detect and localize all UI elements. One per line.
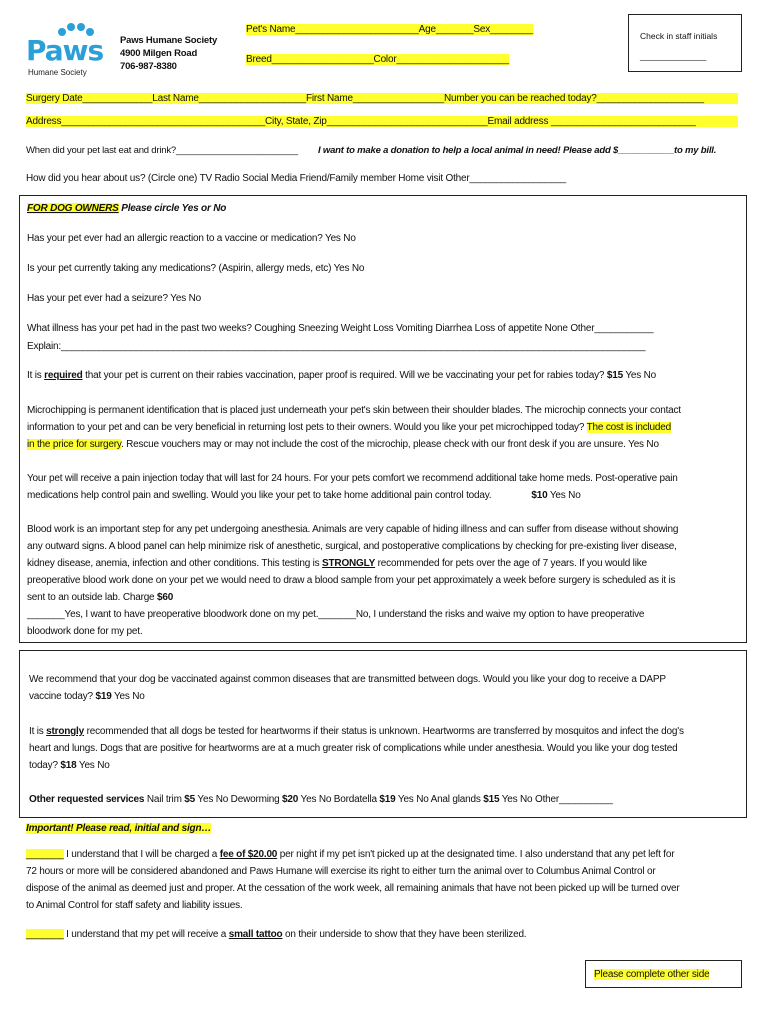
- tattoo-agreement[interactable]: [26, 929, 526, 940]
- bordatella-label: Yes No Bordatella: [298, 794, 380, 805]
- other-side-box: [585, 960, 742, 988]
- other-services-label: Other requested services: [29, 794, 145, 805]
- blood-line-5: [27, 589, 743, 606]
- other-side-note: Please complete other side: [594, 969, 710, 980]
- staff-initials-field[interactable]: ______________: [640, 51, 707, 61]
- bordatella-price: $19: [379, 794, 396, 805]
- tattoo-initials-field[interactable]: _______: [26, 929, 64, 940]
- microchip-line-2: [27, 419, 743, 436]
- blood-price: $60: [157, 592, 174, 603]
- staff-initials-box: [628, 14, 742, 72]
- microchip-voucher-note: . Rescue vouchers may or may not include the cost of the microchip, please check with our front desk if you are unsure. Yes No: [120, 439, 659, 450]
- hw-price: $18: [60, 760, 77, 771]
- fee-amount: fee of $20.00: [219, 849, 278, 860]
- logo-word: Paws: [26, 34, 104, 67]
- fee-text-a: I understand that I will be charged a: [63, 849, 220, 860]
- pain-price: $10: [531, 490, 548, 501]
- illness-explain-field[interactable]: Explain:_____________________________________________________________________________________________________________: [27, 341, 646, 352]
- blood-charge-label: sent to an outside lab. Charge: [27, 592, 158, 603]
- tattoo-text-c: on their underside to show that they have been sterilized.: [282, 929, 527, 940]
- hw-yes-no: Yes No: [76, 760, 110, 771]
- pain-line-2[interactable]: [27, 487, 743, 504]
- seizure-question[interactable]: Has your pet ever had a seizure? Yes No: [27, 293, 201, 304]
- fee-text-b: per night if my pet isn't picked up at the designated time. I also understand that any pet left for: [277, 849, 675, 860]
- dog-owners-section: [19, 195, 747, 643]
- dog-owners-heading-instruction: Please circle Yes or No: [118, 203, 227, 214]
- heartworm-paragraph: [29, 723, 743, 774]
- dapp-paragraph: [29, 671, 743, 705]
- dapp-line-1: We recommend that your dog be vaccinated against common diseases that are transmitted between dogs. Would you like your dog to receive a DAPP: [29, 674, 666, 685]
- blood-line-7: bloodwork done for my pet.: [27, 626, 143, 637]
- donation-field[interactable]: I want to make a donation to help a local animal in need! Please add $___________to my bill.: [318, 145, 717, 156]
- dapp-line-2[interactable]: [29, 688, 743, 705]
- hw-text-1b: recommended that all dogs be tested for heartworms if their status is unknown. Heartworms are transferred by mosquitos and infect the dog's: [84, 726, 684, 737]
- logo-subtitle: Humane Society: [28, 68, 87, 77]
- nail-trim-label: Nail trim: [144, 794, 185, 805]
- blood-line-1: Blood work is an important step for any pet undergoing anesthesia. Animals are very capable of hiding illness and can suffer from disease without showing: [27, 524, 679, 535]
- hw-question: today?: [29, 760, 61, 771]
- logo: [22, 22, 102, 78]
- blood-text-3b: recommended for pets over the age of 7 years. If you would like: [375, 558, 647, 569]
- blood-text-3a: kidney disease, anemia, infection and other conditions. This testing is: [27, 558, 323, 569]
- tattoo-text-a: I understand that my pet will receive a: [63, 929, 229, 940]
- allergic-reaction-question[interactable]: Has your pet ever had an allergic reaction to a vaccine or medication? Yes No: [27, 233, 356, 244]
- anal-glands-price: $15: [483, 794, 500, 805]
- dog-owners-heading: [27, 203, 226, 214]
- rabies-text-1: It is: [27, 370, 45, 381]
- microchip-cost-note-2: in the price for surgery: [27, 439, 121, 450]
- rabies-price: $15: [606, 370, 623, 381]
- microchip-paragraph: [27, 402, 743, 453]
- hw-line-2: heart and lungs. Dogs that are positive for heartworms are at a much greater risk of complications while under anesthesia. Would you like your dog tested: [29, 743, 678, 754]
- org-info: [120, 34, 217, 73]
- pet-name-age-sex-field[interactable]: Pet's Name_______________________Age_______Sex________: [246, 24, 533, 35]
- referral-source-row[interactable]: How did you hear about us? (Circle one) TV Radio Social Media Friend/Family member Home visit Other__________________: [26, 173, 567, 184]
- nail-trim-price: $5: [184, 794, 196, 805]
- microchip-line-3[interactable]: [27, 436, 743, 453]
- fee-line-1[interactable]: [26, 846, 742, 863]
- fee-line-4: to Animal Control for staff safety and liability issues.: [26, 900, 243, 911]
- last-fed-field[interactable]: When did your pet last eat and drink?________________________: [26, 145, 298, 156]
- hw-line-3[interactable]: [29, 757, 743, 774]
- breed-color-field[interactable]: Breed___________________Color_____________________: [246, 54, 510, 65]
- microchip-line-1: Microchipping is permanent identification that is placed just underneath your pet's skin between their shoulder blades. The microchip connects your contact: [27, 405, 681, 416]
- deworming-label: Yes No Deworming: [195, 794, 283, 805]
- boarding-fee-agreement: [26, 846, 742, 914]
- fee-line-2: 72 hours or more will be considered abandoned and Paws Humane will exercise its right to either turn the animal over to Columbus Animal Control or: [26, 866, 656, 877]
- dog-owners-heading-label: FOR DOG OWNERS: [27, 203, 119, 214]
- important-heading: Important! Please read, initial and sign…: [26, 823, 212, 834]
- bloodwork-paragraph: [27, 521, 743, 640]
- dapp-question: vaccine today?: [29, 691, 96, 702]
- hw-text-1a: It is: [29, 726, 47, 737]
- staff-initials-label: Check in staff initials: [640, 31, 718, 41]
- tattoo-small-tattoo: small tattoo: [228, 929, 283, 940]
- anal-glands-label: Yes No Anal glands: [395, 794, 484, 805]
- blood-line-3: [27, 555, 743, 572]
- microchip-question: information to your pet and can be very beneficial in returning lost pets to their owners. Would you like your pet microchipped today?: [27, 422, 587, 433]
- fee-line-3: dispose of the animal as deemed just and proper. At the cessation of the work week, all remaining animals that have not been picked up will be turned over: [26, 883, 680, 894]
- rabies-yes-no: Yes No: [622, 370, 657, 381]
- medications-question[interactable]: Is your pet currently taking any medications? (Aspirin, allergy meds, etc) Yes No: [27, 263, 365, 274]
- pain-question: medications help control pain and swelling. Would you like your pet to take home additional pain control today.: [27, 490, 492, 501]
- vaccination-section: [19, 650, 747, 818]
- other-services-row[interactable]: [29, 794, 613, 805]
- blood-line-4: preoperative blood work done on your pet we would need to draw a blood sample from your pet approximately a week before surgery is scheduled as it is: [27, 575, 676, 586]
- hw-line-1: [29, 723, 743, 740]
- dapp-price: $19: [95, 691, 112, 702]
- blood-line-2: any outward signs. A blood panel can help minimize risk of anesthetic, surgical, and postoperative complications by checking for pre-existing liver disease,: [27, 541, 677, 552]
- owner-info-row-2[interactable]: Address______________________________________City, State, Zip______________________________Email address ___________________________: [26, 116, 738, 127]
- rabies-text-2: that your pet is current on their rabies vaccination, paper proof is required. Will we be vaccinating your pet for rabies today?: [82, 370, 607, 381]
- pain-control-paragraph: [27, 470, 743, 504]
- org-name: Paws Humane Society: [120, 35, 218, 46]
- deworming-price: $20: [282, 794, 299, 805]
- org-phone: 706-987-8380: [120, 61, 177, 72]
- blood-strongly: STRONGLY: [322, 558, 376, 569]
- owner-info-row-1[interactable]: Surgery Date_____________Last Name____________________First Name_________________Number you can be reached today?____________________: [26, 93, 738, 104]
- rabies-required: required: [44, 370, 83, 381]
- rabies-question[interactable]: [27, 370, 656, 381]
- fee-initials-field[interactable]: _______: [26, 849, 64, 860]
- other-service-field: Yes No Other__________: [499, 794, 613, 805]
- microchip-cost-note-1: The cost is included: [586, 422, 672, 433]
- pain-line-1: Your pet will receive a pain injection today that will last for 24 hours. For your pets comfort we recommend additional take home meds. Post-operative pain: [27, 473, 678, 484]
- org-address: 4900 Milgen Road: [120, 48, 198, 59]
- dapp-yes-no: Yes No: [111, 691, 145, 702]
- pain-yes-no: Yes No: [547, 490, 581, 501]
- blood-consent-line[interactable]: _______Yes, I want to have preoperative bloodwork done on my pet._______No, I understand the risks and waive my option to have preoperative: [27, 609, 645, 620]
- recent-illness-question[interactable]: What illness has your pet had in the past two weeks? Coughing Sneezing Weight Loss Vomiting Diarrhea Loss of appetite None Other___________: [27, 323, 654, 334]
- hw-strongly: strongly: [46, 726, 84, 737]
